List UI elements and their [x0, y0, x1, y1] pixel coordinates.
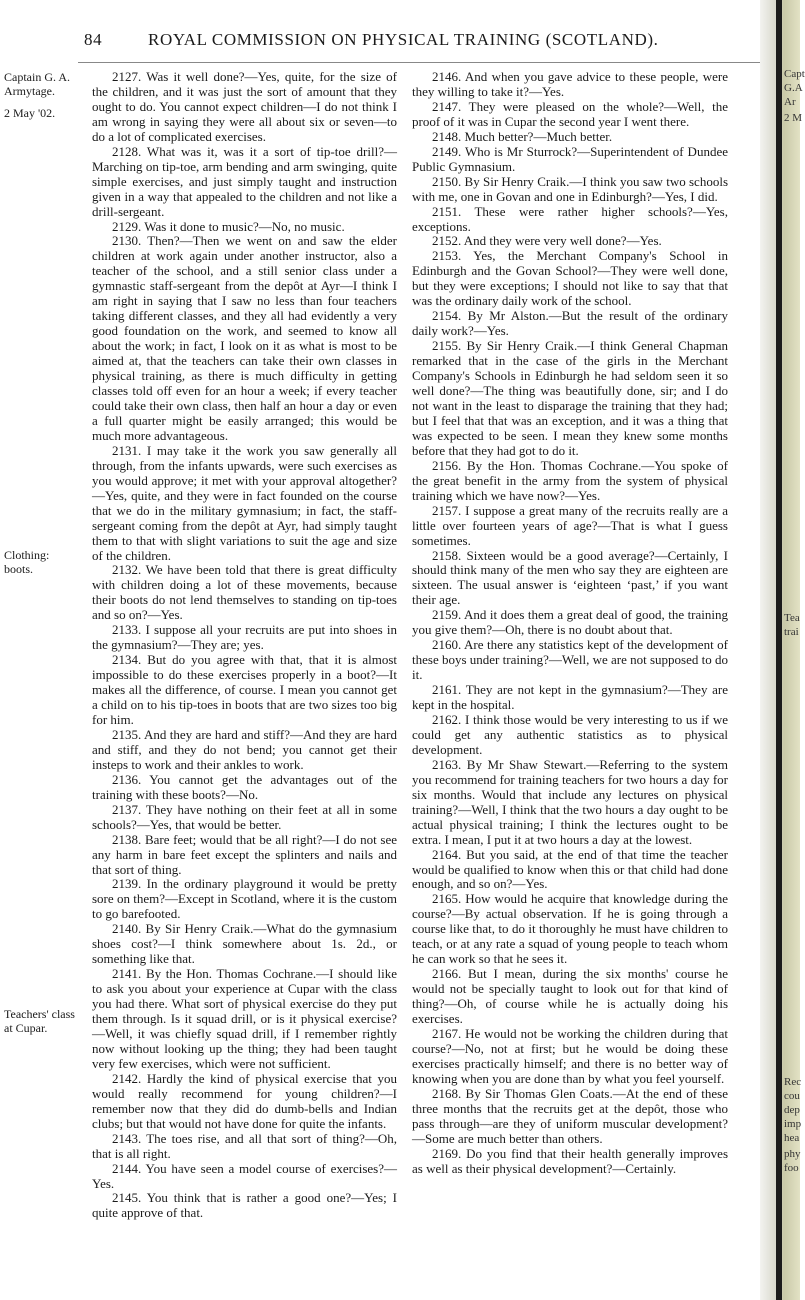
question-paragraph: 2167. He would not be working the children during that course?—No, not at first; but he would be doing these exercises practically himself; and there is no better way of knowing when you are done than by what you feel yourself.	[412, 1026, 728, 1086]
page-number: 84	[84, 30, 103, 49]
question-paragraph: 2138. Bare feet; would that be all right?—I do not see any harm in bare feet except the splinters and nails and that sort of thing.	[92, 831, 397, 877]
question-paragraph: 2141. By the Hon. Thomas Cochrane.—I should like to ask you about your experience at Cupar with the class you had there. What sort of physical exercise do they put them through. Is it squad drill, or is it physical exercise?—Well, it was chiefly squad drill, if I remember rightly now without looking up the thing; they had been taught very few exercises, which were not sufficient.	[92, 966, 397, 1071]
question-paragraph: 2139. In the ordinary playground it would be pretty sore on them?—Except in Scotland, where it is the custom to go barefooted.	[92, 876, 397, 922]
question-paragraph: 2162. I think those would be very interesting to us if we could get any authentic statistics as to physical development.	[412, 711, 728, 757]
question-paragraph: 2151. These were rather higher schools?—Yes, exceptions.	[412, 203, 728, 234]
page-title: ROYAL COMMISSION ON PHYSICAL TRAINING (SCOTLAND).	[148, 30, 659, 49]
page-gutter	[776, 0, 782, 1300]
right-column	[412, 70, 728, 1177]
question-paragraph: 2161. They are not kept in the gymnasium?—They are kept in the hospital.	[412, 682, 728, 713]
question-paragraph: 2127. Was it well done?—Yes, quite, for the size of the children, and it was just the sort of amount that they ought to do. You cannot expect children—I do not think I am wrong in saying they were all about six or seven—to do a lot of complicated exercises.	[92, 69, 397, 144]
question-paragraph: 2165. How would he acquire that knowledge during the course?—By actual observation. If he is going through a course like that, to do it thoroughly he must have children to teach, or at any rate a squad of young people to teach whom he can work so that he sees it.	[412, 891, 728, 967]
question-paragraph: 2154. By Mr Alston.—But the result of the ordinary daily work?—Yes.	[412, 308, 728, 339]
question-paragraph: 2163. By Mr Shaw Stewart.—Referring to the system you recommend for training teachers for two hours a day for six months. Would that include any lectures on physical training?—Well, I think that the two hours a day ought to be actual physical training; I think the lectures ought to be extra. I mean, I put it at two hours a day at the lowest.	[412, 756, 728, 847]
running-head	[0, 30, 800, 52]
question-paragraph: 2128. What was it, was it a sort of tip-toe drill?—Marching on tip-toe, arm bending and arm swinging, quite simple exercises, and just simply taught and instruction given in a way that appealed to the children and not like a drill-sergeant.	[92, 143, 397, 219]
question-paragraph: 2143. The toes rise, and all that sort of thing?—Oh, that is all right.	[92, 1130, 397, 1161]
question-paragraph: 2147. They were pleased on the whole?—Well, the proof of it was in Cupar the second year I went there.	[412, 98, 728, 129]
margin-note-date: 2 May '02.	[4, 106, 56, 120]
left-column	[92, 70, 397, 1221]
edge-fragment: G.A	[784, 82, 803, 94]
question-paragraph: 2159. And it does them a great deal of good, the training you give them?—Oh, there is no doubt about that.	[412, 607, 728, 638]
margin-note-witness: Captain G. A. Armytage.	[4, 70, 70, 98]
question-paragraph: 2133. I suppose all your recruits are put into shoes in the gymnasium?—They are; yes.	[92, 622, 397, 653]
question-paragraph: 2166. But I mean, during the six months' course he would not be specially taught to look out for that kind of thing?—Oh, of course while he is actually doing his exercises.	[412, 966, 728, 1027]
question-paragraph: 2145. You think that is rather a good one?—Yes; I quite approve of that.	[92, 1190, 397, 1221]
question-paragraph: 2150. By Sir Henry Craik.—I think you saw two schools with me, one in Govan and one in Edinburgh?—Yes, I did.	[412, 173, 728, 204]
edge-fragment: phy	[784, 1148, 801, 1160]
question-paragraph: 2132. We have been told that there is great difficulty with children doing a lot of these movements, because their boots do not lend themselves to standing on tip-toes and so on?—Yes.	[92, 562, 397, 623]
question-paragraph: 2140. By Sir Henry Craik.—What do the gymnasium shoes cost?—I think somewhere about 1s. 2d., or something like that.	[92, 921, 397, 967]
edge-fragment: foo	[784, 1162, 799, 1174]
question-paragraph: 2142. Hardly the kind of physical exercise that you would really recommend for young children?—I remember now that they did do dumb-bells and Indian clubs; but that would not have done for quite the infants.	[92, 1070, 397, 1131]
question-paragraph: 2169. Do you find that their health generally improves as well as their physical development?—Certainly.	[412, 1145, 728, 1176]
question-paragraph: 2129. Was it done to music?—No, no music.	[112, 218, 345, 234]
question-paragraph: 2148. Much better?—Much better.	[432, 128, 613, 144]
question-paragraph: 2131. I may take it the work you saw generally all through, from the infants upwards, were such exercises as you would approve; it met with your approval altogether?—Yes, quite, and they were in fact founded on the course that we do in the military gymnasium; in fact, the staff-sergeant coming from the depôt at Ayr, had simply taught them to that with slight variations to suit the age and size of the children.	[92, 442, 397, 563]
edge-fragment: Capt	[784, 68, 805, 80]
edge-fragment: Ar	[784, 96, 796, 108]
question-paragraph: 2136. You cannot get the advantages out of the training with these boots?—No.	[92, 771, 397, 802]
question-paragraph: 2152. And they were very well done?—Yes.	[432, 233, 662, 249]
margin-note-teachers: Teachers' class at Cupar.	[4, 1007, 75, 1035]
question-paragraph: 2158. Sixteen would be a good average?—Certainly, I should think many of the men who say they are eighteen are sixteen. The usual answer is ‘eighteen ‘past,’ if you want their age.	[412, 547, 728, 608]
question-paragraph: 2157. I suppose a great many of the recruits really are a little over fourteen years of age?—That is what I guess sometimes.	[412, 502, 728, 548]
question-paragraph: 2155. By Sir Henry Craik.—I think General Chapman remarked that in the case of the girls in the Merchant Company's Schools in Edinburgh he had seldom seen it so well done?—The thing was beautifully done, sir; and I do not want in the least to disparage the training that they had; but I feel that that was an exception, and it was a thing that was expected to be seen. I mean they knew some months before that they had got to do it.	[412, 338, 728, 458]
edge-fragment: Rec	[784, 1076, 802, 1088]
question-paragraph: 2137. They have nothing on their feet at all in some schools?—Yes, that would be better.	[92, 801, 397, 832]
question-paragraph: 2144. You have seen a model course of exercises?—Yes.	[92, 1160, 397, 1191]
edge-fragment: imp	[784, 1118, 802, 1130]
edge-fragment: cou	[784, 1090, 800, 1102]
edge-fragment: hea	[784, 1132, 800, 1144]
question-paragraph: 2160. Are there any statistics kept of the development of these boys under training?—Well, we are not supposed to do it.	[412, 637, 728, 683]
edge-fragment: dep	[784, 1104, 800, 1116]
question-paragraph: 2134. But do you agree with that, that it is almost impossible to do these exercises properly in a boot?—It makes all the difference, of course. I mean you cannot get a child on to his tip-toes in boots that are two sizes too big for him.	[92, 652, 397, 727]
question-paragraph: 2135. And they are hard and stiff?—And they are hard and stiff, and they do not bend; you cannot get their insteps to work and their ankles to work.	[92, 726, 397, 772]
question-paragraph: 2146. And when you gave advice to these people, were they willing to take it?—Yes.	[412, 69, 728, 99]
edge-fragment: 2 M	[784, 112, 803, 124]
question-paragraph: 2168. By Sir Thomas Glen Coats.—At the end of these three months that the recruits get at the depôt, those who pass through—are they of uniform muscular development?—Some are much better than others.	[412, 1085, 728, 1146]
margin-note-clothing: Clothing: boots.	[4, 548, 50, 576]
question-paragraph: 2164. But you said, at the end of that time the teacher would be qualified to know when this or that child had done enough, and so on?—Yes.	[412, 846, 728, 892]
header-rule	[78, 62, 768, 63]
question-paragraph: 2130. Then?—Then we went on and saw the elder children at work again under another instructor, also a teacher of the school, and a still senior class under a gymnastic staff-sergeant from the depôt at Ayr—I think I am right in saying that I saw no less than four teachers taking different classes, and they all had evidently a very good foundation on the work, and seemed to know all about the work; in fact, I look on it as what is most to be aimed at, that the teachers can take their own classes in physical training, as there is much difficulty in getting classes told off even for an hour a week; if every teacher could take their own class, then half an hour a day or even a full quarter might be easily arranged; this would be much more advantageous.	[92, 233, 397, 443]
edge-fragment: trai	[784, 626, 799, 638]
question-paragraph: 2156. By the Hon. Thomas Cochrane.—You spoke of the great benefit in the army from the system of physical training which we have now?—Yes.	[412, 457, 728, 503]
question-paragraph: 2153. Yes, the Merchant Company's School in Edinburgh and the Govan School?—They were well done, but they were exceptions; I should not like to say that that was the ordinary daily work of the school.	[412, 248, 728, 309]
edge-fragment: Tea	[784, 612, 800, 624]
question-paragraph: 2149. Who is Mr Sturrock?—Superintendent of Dundee Public Gymnasium.	[412, 143, 728, 174]
